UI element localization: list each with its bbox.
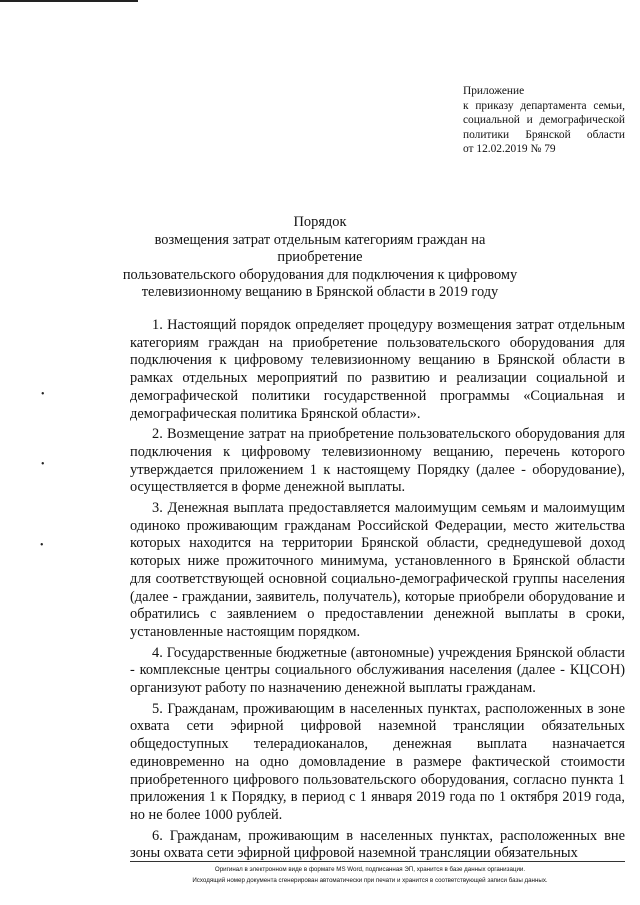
scan-speck: • <box>41 459 45 470</box>
scan-speck: • <box>41 389 45 400</box>
paragraph-6: 6. Гражданам, проживающим в населенных пунктах, расположенных вне зоны охвата сети эфирной цифровой наземной трансляции обязательных <box>130 827 625 862</box>
title-line-2: возмещения затрат отдельным категориям граждан на приобретение <box>154 231 486 266</box>
annex-line-5: от 12.02.2019 № 79 <box>463 143 556 156</box>
document-body <box>130 317 625 866</box>
paragraph-5: 5. Гражданам, проживающим в населенных пунктах, расположенных в зоне охвата сети эфирной цифровой наземной трансляции обязательных общедоступных телерадиоканалов, денежная выплата назначается единовременно на одно домовладение в размере фактической стоимости приобретенного цифрового пользовательского оборудования, согласно пункта 1 приложения 1 к Порядку, в период с 1 января 2019 года по 1 октября 2019 года, но не более 1000 рублей. <box>130 700 625 823</box>
title-line-4: телевизионному вещанию в Брянской области в 2019 году <box>141 284 499 301</box>
title-line-1: Порядок <box>293 214 347 230</box>
annex-line-4: политики Брянской области <box>463 128 625 141</box>
paragraph-2: 2. Возмещение затрат на приобретение пользовательского оборудования для подключения к цифровому телевизионному вещанию, перечень которого утверждается приложением 1 к настоящему Порядку (далее - оборудование), осуществляется в форме денежной выплаты. <box>130 426 625 496</box>
footer-line-2: Исходящий номер документа сгенерирован автоматически при печати и хранится в соответствующей записи базы данных. <box>192 877 548 884</box>
paragraph-4: 4. Государственные бюджетные (автономные) учреждения Брянской области - комплексные центры социального обслуживания населения (далее - КЦСОН) организуют работу по назначению денежной выплаты гражданам. <box>130 644 625 697</box>
annex-line-3: социальной и демографической <box>463 114 625 127</box>
annex-line-2: к приказу департамента семьи, <box>463 99 625 112</box>
annex-block <box>463 84 625 157</box>
title-line-3: пользовательского оборудования для подключения к цифровому <box>122 266 518 283</box>
paragraph-1: 1. Настоящий порядок определяет процедуру возмещения затрат отдельным категориям граждан на приобретение пользовательского оборудования для подключения к цифровому телевизионному вещанию в Брянской области в рамках отдельных мероприятий по развитию и реализации социальной и демографической политики государственной программы «Социальная и демографическая политика Брянской области». <box>130 317 625 422</box>
annex-line-1: Приложение <box>463 85 525 97</box>
document-footer <box>110 864 630 886</box>
top-rule <box>0 0 138 2</box>
footer-rule <box>130 861 625 862</box>
document-title <box>120 214 520 302</box>
paragraph-3: 3. Денежная выплата предоставляется малоимущим семьям и малоимущим одиноко проживающим гражданам Российской Федерации, место жительства которых находится на территории Брянской области, среднедушевой доход которых ниже прожиточного минимума, установленного в Брянской области для соответствующей основной социально-демографической группы населения (далее - граждании, заявитель, получатель), которые приобрели оборудование и обратились с заявлением о предоставлении денежной выплаты в сроки, установленные настоящим порядком. <box>130 500 625 640</box>
footer-line-1: Оригинал в электронном виде в формате MS Word, подписанная ЭП, хранится в базе данных организации. <box>214 866 526 873</box>
scan-speck: • <box>40 540 44 551</box>
